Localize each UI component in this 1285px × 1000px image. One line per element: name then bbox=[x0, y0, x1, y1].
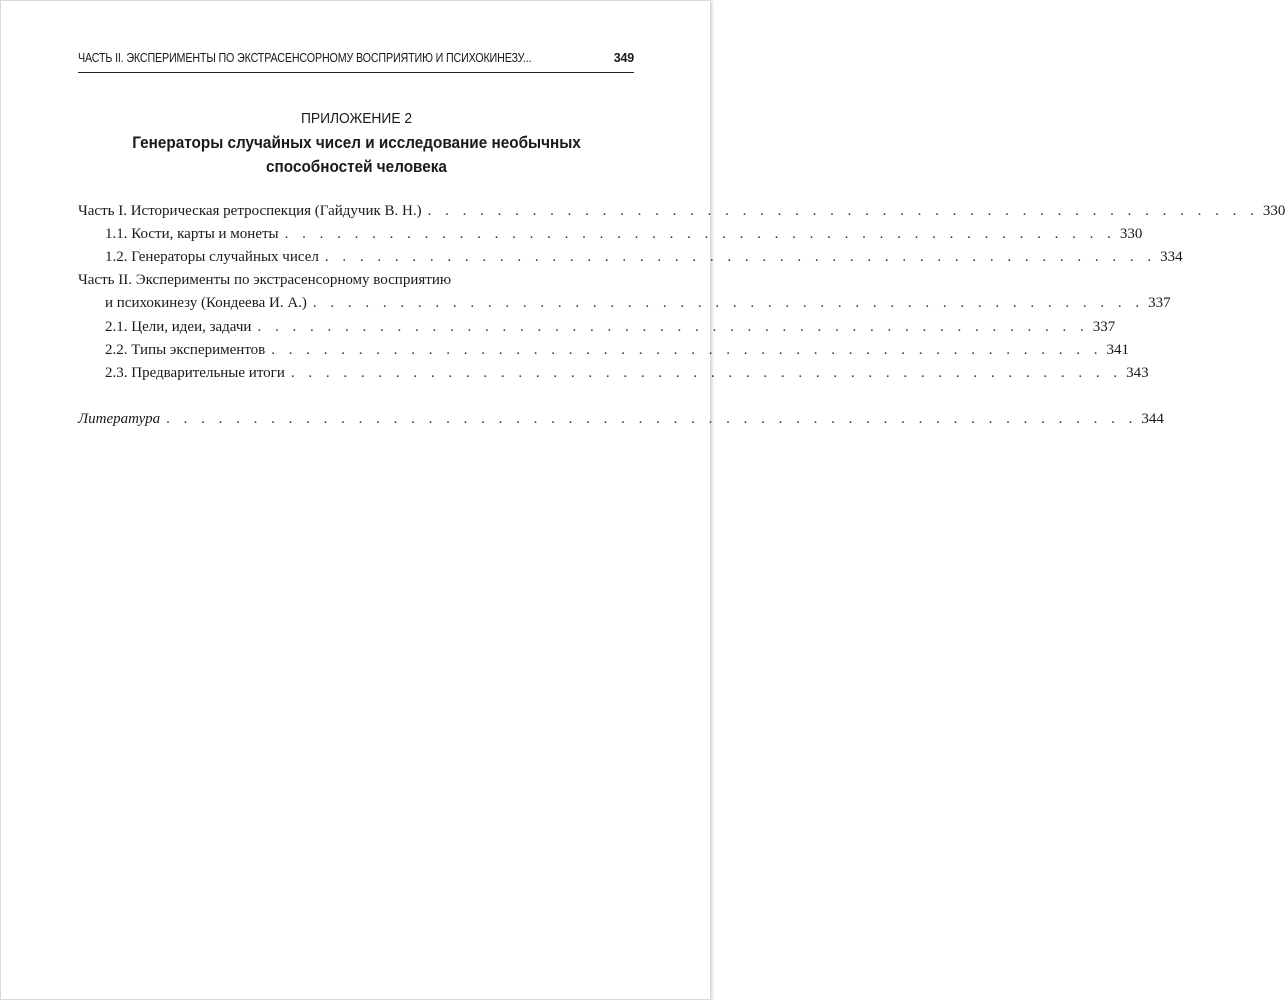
toc-entry-page: 330 bbox=[1262, 203, 1285, 219]
toc-entry-page: 337 bbox=[1148, 295, 1171, 311]
toc-entry-text: 2.2. Типы экспериментов bbox=[105, 342, 266, 358]
toc-entry-page: 330 bbox=[1119, 226, 1143, 242]
toc-entry-page: 344 bbox=[1141, 411, 1164, 427]
toc-entry-page: 337 bbox=[1092, 319, 1116, 335]
toc-leader-dots: . . . . . . . . . . . . . . . . . . . . . . . . . . . . . . . . . . . . . . . . . . . . . . . . bbox=[312, 295, 1145, 311]
toc-entry-text: 1.1. Кости, карты и монеты bbox=[105, 226, 279, 242]
toc-entry-section-2-2 bbox=[78, 342, 1130, 364]
toc-entry-page: 343 bbox=[1126, 365, 1149, 381]
toc-entry-part-2 bbox=[78, 295, 1171, 317]
running-head bbox=[78, 51, 634, 69]
toc-entry-text: Литература bbox=[78, 411, 161, 427]
running-head-page-number: 349 bbox=[613, 51, 634, 65]
toc-entry-text: 2.1. Цели, идеи, задачи bbox=[105, 319, 252, 335]
appendix-title bbox=[101, 131, 612, 179]
toc-entry-part-2-line-1: Часть II. Эксперименты по экстрасенсорному восприятию bbox=[78, 272, 452, 288]
appendix-title-line-2: способностей человека bbox=[266, 157, 447, 176]
toc-entry-page: 334 bbox=[1160, 249, 1183, 265]
toc-entry-section-1-2 bbox=[78, 249, 1183, 271]
toc-leader-dots: . . . . . . . . . . . . . . . . . . . . . . . . . . . . . . . . . . . . . . . . . . . . . . . . bbox=[271, 342, 1103, 358]
toc-entry-section-1-1 bbox=[78, 226, 1143, 248]
toc-entry-page: 341 bbox=[1106, 342, 1130, 358]
appendix-title-line-1: Генераторы случайных чисел и исследование необычных bbox=[132, 133, 581, 152]
toc-entry-text: 2.3. Предварительные итоги bbox=[105, 365, 285, 381]
toc-entry-literature bbox=[78, 411, 1164, 433]
toc-leader-dots: . . . . . . . . . . . . . . . . . . . . . . . . . . . . . . . . . . . . . . . . . . . . . . . . bbox=[284, 226, 1116, 242]
running-head-title: ЧАСТЬ II. ЭКСПЕРИМЕНТЫ ПО ЭКСТРАСЕНСОРНОМУ ВОСПРИЯТИЮ И ПСИХОКИНЕЗУ... bbox=[78, 51, 532, 65]
toc-entry-section-2-1 bbox=[78, 319, 1116, 341]
toc-entry-text: и психокинезу (Кондеева И. А.) bbox=[105, 295, 307, 311]
running-head-rule bbox=[78, 72, 634, 73]
toc-entry-section-2-3 bbox=[78, 365, 1149, 387]
toc-entry-text: 1.2. Генераторы случайных чисел bbox=[105, 249, 319, 265]
toc-entry-text: Часть I. Историческая ретроспекция (Гайдучик В. Н.) bbox=[78, 203, 422, 219]
toc-leader-dots: . . . . . . . . . . . . . . . . . . . . . . . . . . . . . . . . . . . . . . . . . . . . . . . . bbox=[290, 365, 1123, 381]
toc-leader-dots: . . . . . . . . . . . . . . . . . . . . . . . . . . . . . . . . . . . . . . . . . . . . . . . . bbox=[427, 203, 1259, 219]
toc-leader-dots: . . . . . . . . . . . . . . . . . . . . . . . . . . . . . . . . . . . . . . . . . . . . . . . . bbox=[257, 319, 1089, 335]
toc-leader-dots: . . . . . . . . . . . . . . . . . . . . . . . . . . . . . . . . . . . . . . . . . . . . . . . . bbox=[324, 249, 1157, 265]
toc-entry-part-1 bbox=[78, 203, 1285, 225]
toc-leader-dots: . . . . . . . . . . . . . . . . . . . . . . . . . . . . . . . . . . . . . . . . . . . . . . . . . . . . . . . . bbox=[166, 411, 1138, 427]
appendix-label: ПРИЛОЖЕНИЕ 2 bbox=[300, 110, 413, 127]
